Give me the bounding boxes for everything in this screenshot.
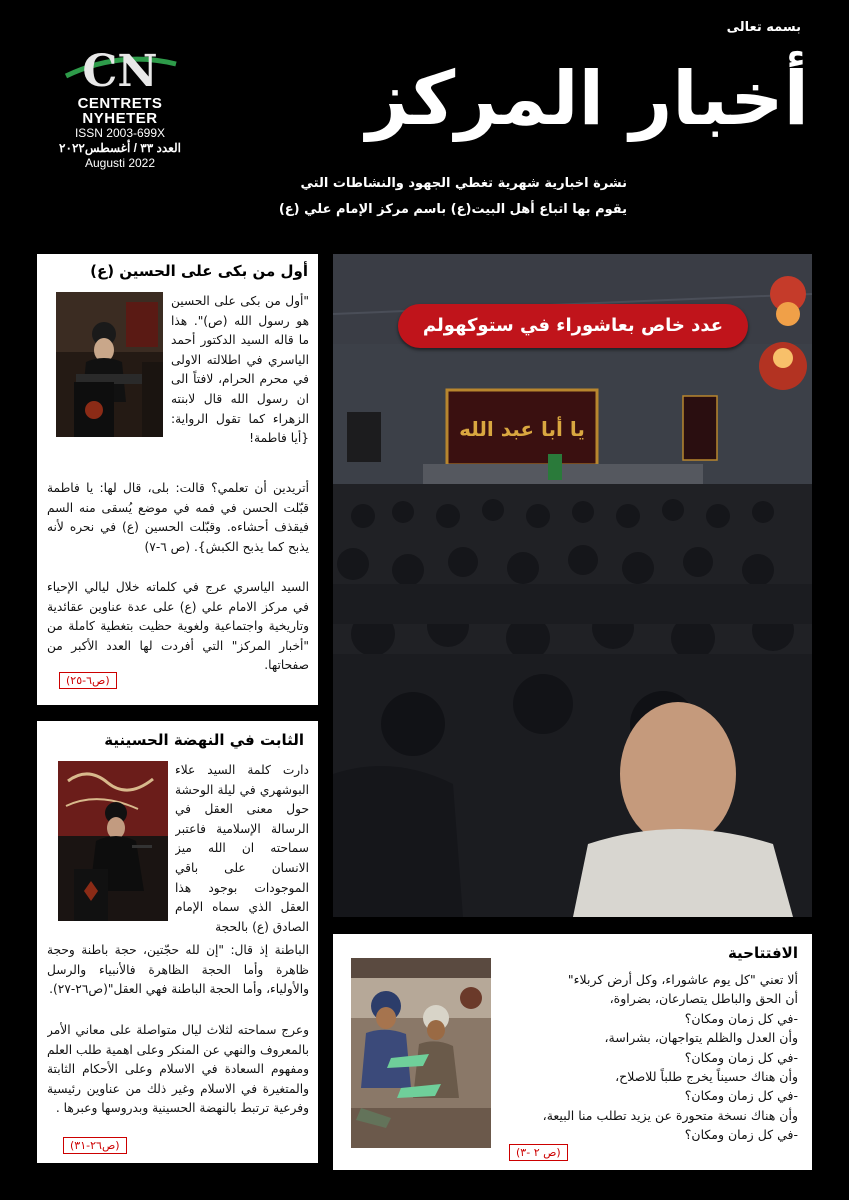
bismillah-text: بسمه تعالى [726,20,801,35]
article-2-text-wrap: دارت كلمة السيد علاء البوشهري في ليلة الوحشة حول معنى العقل في الرسالة الإسلامية فاعتبر سماحته ان الله ميز الانسان على باقي الموجودات بوجود هذا العقل الذي سماه الإمام الصادق (ع) بالحجة [175,763,309,934]
editorial-line: -في كل زمان ومكان؟ [684,1127,798,1143]
editorial-panel [333,934,812,1170]
main-photo [333,254,812,917]
article-2-panel [37,721,318,1163]
logo-mark: CN [82,46,158,94]
article-1-panel [37,254,318,705]
editorial-line: وأن هناك حسيناً يخرج طلباً للاصلاح، [615,1069,798,1085]
article-2-text-full: الباطنة إذ قال: "إن لله حجّتين، حجة باطنة وحجة ظاهرة وأما الحجة الظاهرة فالأنبياء والرسل والأولياء، وأما الحجة الباطنة فهي العقل"(ص٢٦-٢٧). [47,943,309,997]
issue-date: Augusti 2022 [84,156,156,170]
editorial-line: وأن العدل والظلم يتواجهان، بشراسة، [604,1030,798,1046]
editorial-line: أن الحق والباطل يتصارعان، بضراوة، [609,991,798,1007]
article-1-text-2: السيد الياسري عرج في كلماته خلال ليالي الإحياء في مركز الامام علي (ع) على عدة عناوين عقائدية وتاريخية واجتماعية ولغوية حظيت بتغطية كاملة من "أخبار المركز" التي أفردت لها العدد الأكبر من صفحاتها. [47,580,309,673]
editorial-page-ref: (ص ٢ -٣) [509,1144,568,1161]
masthead-title: أخبار المركز [366,56,809,142]
editorial-line: ألا تعني "كل يوم عاشوراء، وكل أرض كربلاء" [567,972,798,987]
article-1-text-wrap: "أول من بكى على الحسين هو رسول الله (ص)". هذا ما قاله السيد الدكتور أحمد الياسري في اطلالته الاولى في محرم الحرام، لافتاً الى ان رسول الله قال لابنته الزهراء كما تقول الرواية: {أيا فاطمة! [171,294,309,446]
article-1-text-full: أتريدين أن تعلمي؟ قالت: بلى، قال لها: يا فاطمة قبّلت الحسن في فمه في موضع يُسقى منه السم فيقذف أحشاءه. وقبّلت الحسين (ع) في نحره لأنه يذبح كما يذبح الكبش}. (ص ٦-٧) [47,481,309,554]
article-2-text-2: وعرج سماحته لثلاث ليال متواصلة على معاني الأمر بالمعروف والنهي عن المنكر وعلى اهمية طلب العلم ومفهوم السعادة في الاسلام وعلى الأحكام الثابتة والمتغيرة في الاسلام وغير ذلك من عناوين رئيسية وفرعية ترتبط بالنهضة الحسينية وبدروسها وعبرها . [47,1023,309,1116]
article-1-title: أول من بكى على الحسين (ع) [90,262,308,280]
article-2-title: الثابت في النهضة الحسينية [104,731,304,749]
tagline-line-1: نشرة اخبارية شهرية تغطي الجهود والنشاطات التي [300,176,627,191]
article-1-page-ref: (ص٦-٢٥) [59,672,117,689]
editorial-photo [351,958,491,1148]
stage-calligraphy: يا أبا عبد الله [459,417,585,441]
editorial-line: -في كل زمان ومكان؟ [684,1049,798,1065]
issn-text: ISSN 2003-699X [74,126,166,140]
editorial-body [498,970,798,1145]
article-1-photo [56,292,163,437]
issue-number: العدد ٣٣ / أغسطس٢٠٢٢ [59,141,181,155]
logo-block [40,42,200,171]
editorial-line: -في كل زمان ومكان؟ [684,1088,798,1104]
editorial-title: الافتتاحية [727,944,798,962]
editorial-line: -في كل زمان ومكان؟ [684,1010,798,1026]
cn-logo-icon [60,42,180,94]
tagline-line-2: يقوم بها اتباع أهل البيت(ع) باسم مركز الإمام علي (ع) [278,202,627,217]
article-2-page-ref: (ص٢٦-٣١) [63,1137,127,1154]
logo-name: CENTRETS NYHETER [77,95,163,127]
article-2-photo [58,761,168,921]
editorial-line: وأن هناك نسخة متحورة عن يزيد تطلب منا البيعة، [542,1107,798,1123]
special-issue-banner: عدد خاص بعاشوراء في ستوكهولم [398,304,748,348]
